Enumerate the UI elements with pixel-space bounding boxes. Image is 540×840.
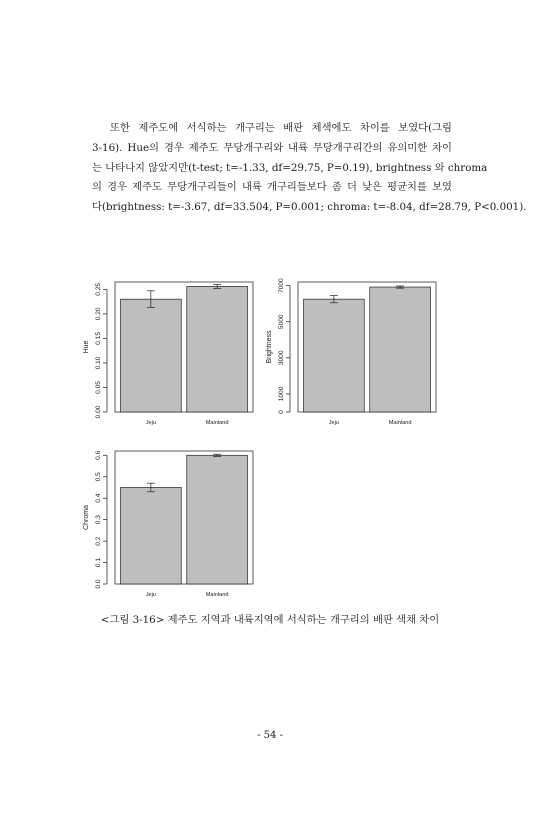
bar-jeju	[121, 487, 182, 584]
y-tick-label: 0.00	[95, 405, 102, 419]
y-tick-label: 7000	[278, 278, 285, 293]
x-category-label: Mainland	[205, 592, 229, 598]
x-category-label: Jeju	[145, 420, 157, 426]
y-tick-label: 1000	[278, 386, 285, 402]
y-tick-label: 0.15	[95, 331, 102, 345]
y-tick-label: 0.05	[95, 381, 102, 394]
y-tick-label: 0.2	[95, 536, 102, 546]
x-category-label: Mainland	[388, 420, 412, 426]
y-tick-label: 0.4	[95, 493, 102, 503]
paragraph-line: 다(brightness: t=-3.67, df=33.504, P=0.001; chroma: t=-8.04, df=28.79, P<0.001).	[92, 201, 527, 214]
bar-mainland	[187, 455, 248, 584]
y-tick-label: 0	[278, 410, 285, 414]
y-tick-label: 0.10	[95, 356, 102, 370]
bar-jeju	[304, 299, 365, 412]
y-tick-label: 0.3	[95, 515, 102, 525]
x-category-label: Jeju	[328, 420, 340, 426]
plot-frame	[115, 451, 253, 584]
y-tick-label: 5000	[278, 314, 285, 330]
paragraph-line: 3-16). Hue의 경우 제주도 무당개구리와 내륙 무당개구리간의 유의미한 차이	[92, 141, 452, 154]
y-tick-label: 0.6	[95, 450, 102, 460]
paragraph-line: 또한 제주도에 서식하는 개구리는 배판 체색에도 차이를 보였다(그림	[110, 122, 452, 134]
paragraph-line: 의 경우 제주도 무당개구리들이 내륙 개구리들보다 좀 더 낮은 평균치를 보였	[92, 181, 452, 194]
paragraph-line: 는 나타나지 않았지만(t-test; t=-1.33, df=29.75, P=0.19), brightness 와 chroma	[92, 161, 488, 174]
x-category-label: Mainland	[205, 420, 229, 426]
y-tick-label: 0.5	[95, 472, 102, 482]
y-tick-label: 0.1	[95, 557, 102, 568]
y-tick-label: 0.20	[95, 307, 102, 321]
body-paragraph	[92, 119, 527, 218]
plot-frame	[115, 282, 253, 412]
bar-mainland	[370, 287, 431, 412]
y-tick-label: 0.25	[95, 282, 102, 296]
y-axis-label: Chroma	[83, 505, 90, 530]
y-axis-label: Brightness	[266, 330, 273, 364]
page-number: - 54 -	[257, 730, 283, 741]
bar-mainland	[187, 286, 248, 412]
x-category-label: Jeju	[145, 592, 157, 598]
y-tick-label: 0.0	[95, 579, 102, 589]
y-tick-label: 3000	[278, 350, 285, 366]
y-axis-label: Hue	[83, 340, 90, 354]
plot-frame	[298, 282, 436, 412]
figure-caption: <그림 3-16> 제주도 지역과 내륙지역에 서식하는 개구리의 배판 색채 차이	[100, 614, 440, 626]
bar-jeju	[121, 299, 182, 412]
